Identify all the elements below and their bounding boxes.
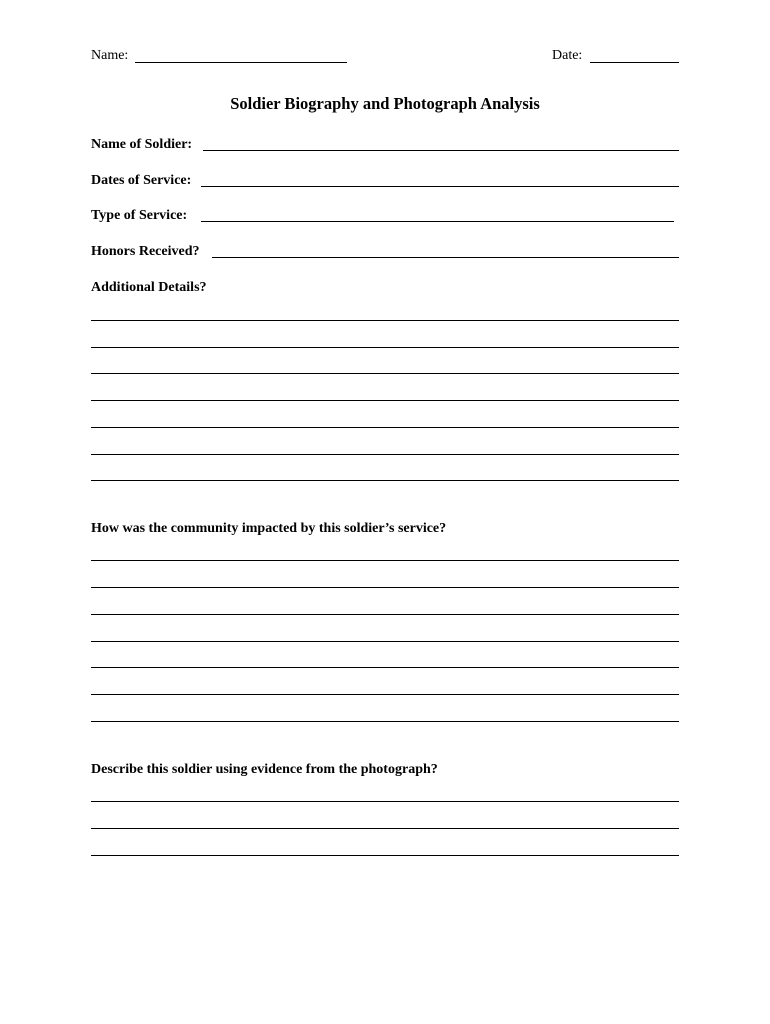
soldier-name-label: Name of Soldier: (91, 137, 193, 152)
writing-line[interactable] (91, 667, 679, 668)
community-impact-question: How was the community impacted by this soldier’s service? (91, 521, 447, 536)
writing-line[interactable] (91, 560, 679, 561)
type-of-service-label: Type of Service: (91, 208, 188, 223)
dates-of-service-label: Dates of Service: (91, 173, 192, 188)
writing-line[interactable] (91, 694, 679, 695)
writing-line[interactable] (91, 427, 679, 428)
writing-line[interactable] (91, 801, 679, 802)
describe-soldier-question: Describe this soldier using evidence from the photograph? (91, 762, 438, 777)
writing-line[interactable] (91, 614, 679, 615)
writing-line[interactable] (91, 373, 679, 374)
writing-line[interactable] (91, 587, 679, 588)
writing-line[interactable] (91, 320, 679, 321)
type-of-service-blank[interactable] (201, 221, 674, 222)
writing-line[interactable] (91, 400, 679, 401)
writing-line[interactable] (91, 828, 679, 829)
honors-received-blank[interactable] (212, 257, 679, 258)
name-blank[interactable] (135, 62, 347, 63)
page-title: Soldier Biography and Photograph Analysis (230, 94, 540, 113)
writing-line[interactable] (91, 454, 679, 455)
name-label: Name: (91, 48, 129, 63)
writing-line[interactable] (91, 641, 679, 642)
writing-line[interactable] (91, 855, 679, 856)
soldier-name-blank[interactable] (203, 150, 679, 151)
date-label: Date: (552, 48, 583, 63)
writing-line[interactable] (91, 721, 679, 722)
dates-of-service-blank[interactable] (201, 186, 679, 187)
writing-line[interactable] (91, 347, 679, 348)
date-blank[interactable] (590, 62, 679, 63)
writing-line[interactable] (91, 480, 679, 481)
honors-received-label: Honors Received? (91, 244, 200, 259)
additional-details-label: Additional Details? (91, 280, 207, 295)
